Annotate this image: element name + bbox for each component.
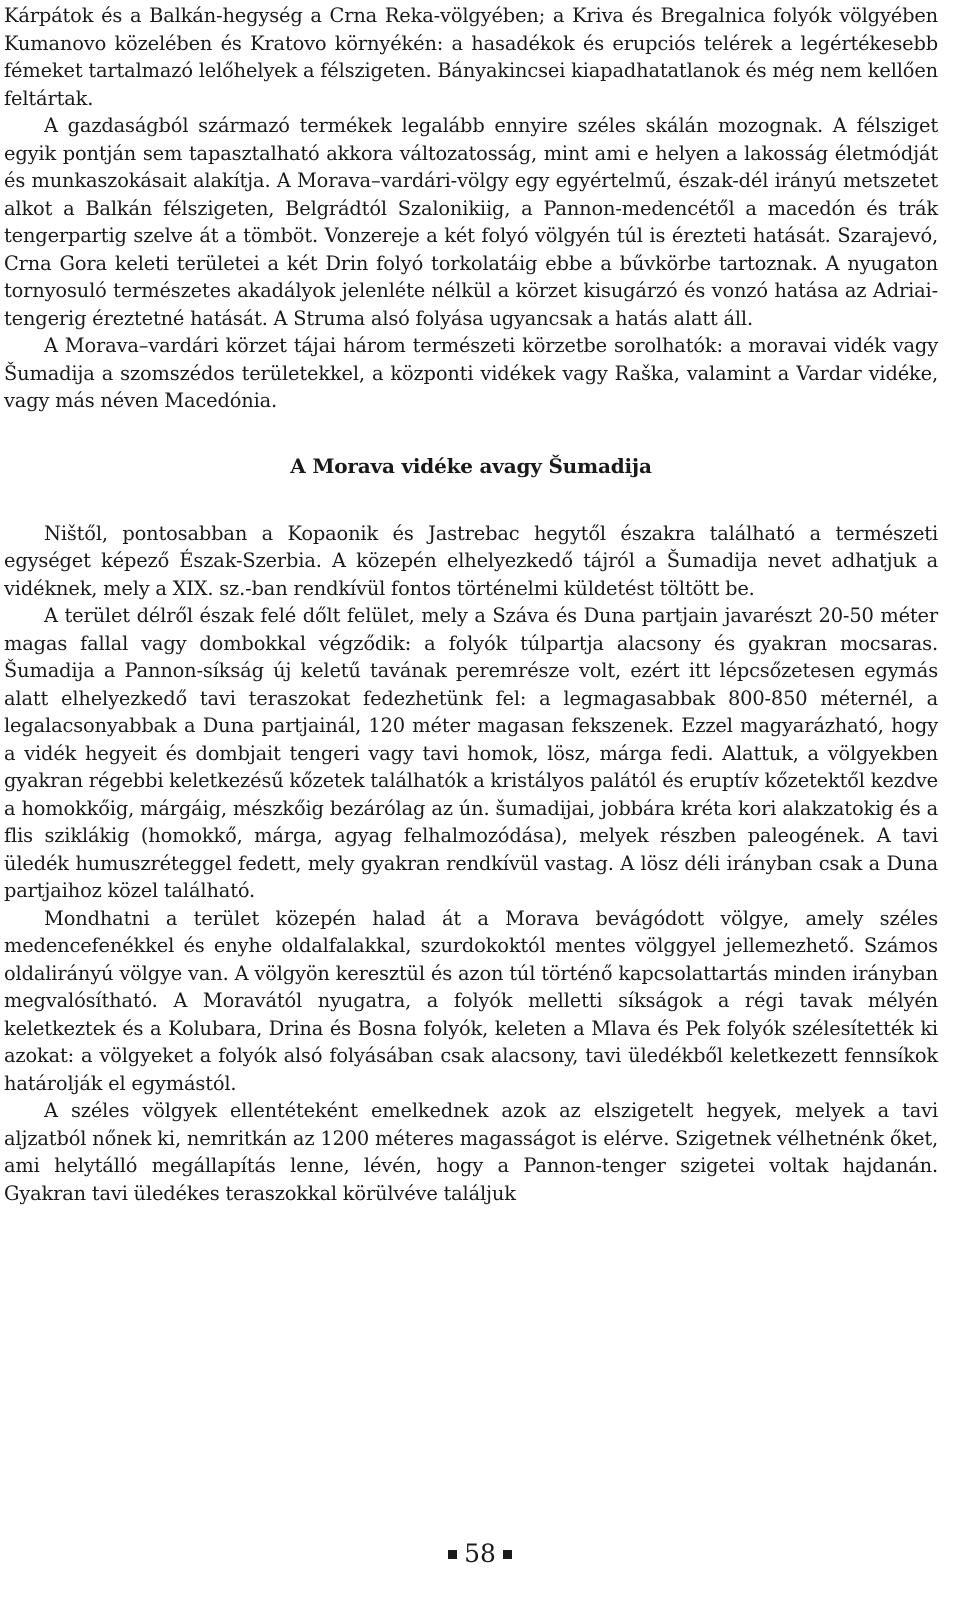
paragraph: Kárpátok és a Balkán-hegység a Crna Reka-völgyében; a Kriva és Bregalnica folyók völgyében Kumanovo közelében és Kratovo környékén: a hasadékok és erupciós telérek a legértékesebb fémeket tartalmazó lelőhelyek a félszigeten. Bányakincsei kiapadhatatlanok és még nem kellően feltártak. bbox=[4, 4, 938, 110]
square-bullet-icon bbox=[503, 1550, 512, 1559]
document-page bbox=[4, 0, 938, 1207]
paragraph: A terület délről észak felé dőlt felület, mely a Száva és Duna partjain javarészt 20-50 méter magas fallal vagy dombokkal végződik: a folyók túlpartja alacsony és gyakran mocsaras. Šumadija a Pannon-síkság új keletű tavának peremrésze volt, ezért itt lépcsőzetesen egymás alatt elhelyezkedő tavi teraszokat fedezhetünk fel: a legmagasabbak 800-850 méternél, a legalacsonyabbak a Duna partjainál, 120 méter magasan fekszenek. Ezzel magyarázható, hogy a vidék hegyeit és dombjait tengeri vagy tavi homok, lösz, márga fedi. Alattuk, a völgyekben gyakran régebbi keletkezésű kőzetek találhatók a kristályos palától és eruptív kőzetektől kezdve a homokkőig, márgáig, mészkőig bezárólag az ún. šumadijai, jobbára kréta kori alakzatokig és a flis sziklákig (homokkő, márga, agyag felhalmozódása), melyek részben paleogének. A tavi üledék humuszréteggel fedett, mely gyakran rendkívül vastag. A lösz déli irányban csak a Duna partjaihoz közel található. bbox=[4, 604, 938, 902]
square-bullet-icon bbox=[448, 1550, 457, 1559]
paragraph: A gazdaságból származó termékek legalább ennyire széles skálán mozognak. A félsziget egyik pontján sem tapasztalható akkora változatosság, mint ami e helyen a lakosság életmódját és munkaszokásait alakítja. A Morava–vardári-völgy egy egyértelmű, észak-dél irányú metszetet alkot a Balkán félszigeten, Belgrádtól Szalonikiig, a Pannon-medencétől a macedón és trák tengerpartig szelve át a tömböt. Vonzereje a két folyó völgyén túl is érezteti hatását. Szarajevó, Crna Gora keleti területei a két Drin folyó torkolatáig ebbe a bűvkörbe tartoznak. A nyugaton tornyosuló természetes akadályok jelenléte nélkül a körzet kisugárzó és vonzó hatása az Adriai-tengerig éreztetné hatását. A Struma alsó folyása ugyancsak a hatás alatt áll. bbox=[4, 114, 938, 330]
paragraph: Ništől, pontosabban a Kopaonik és Jastrebac hegytől északra található a természeti egységet képező Észak-Szerbia. A közepén elhelyezkedő tájról a Šumadija nevet adhatjuk a vidéknek, mely a XIX. sz.-ban rendkívül fontos történelmi küldetést töltött be. bbox=[4, 521, 938, 600]
page-number: 58 bbox=[464, 1539, 496, 1568]
section-heading: A Morava vidéke avagy Šumadija bbox=[290, 453, 652, 478]
paragraph: Mondhatni a terület közepén halad át a Morava bevágódott völgye, amely széles medencefenékkel és enyhe oldalfalakkal, szurdokoktól mentes völggyel jellemezhető. Számos oldalirányú völgye van. A völgyön keresztül és azon túl történő kapcsolattartás minden irányban megvalósítható. A Moravától nyugatra, a folyók melletti síkságok a régi tavak mélyén keletkeztek és a Kolubara, Drina és Bosna folyók, keleten a Mlava és Pek folyók szélesítették ki azokat: a völgyeket a folyók alsó folyásában csak alacsony, tavi üledékből keletkezett fennsíkok határolják el egymástól. bbox=[4, 906, 938, 1095]
page-footer bbox=[0, 1534, 960, 1574]
paragraph: A Morava–vardári körzet tájai három természeti körzetbe sorolhatók: a moravai vidék vagy Šumadija a szomszédos területekkel, a központi vidékek vagy Raška, valamint a Vardar vidéke, vagy más néven Macedónia. bbox=[4, 334, 938, 412]
paragraph: A széles völgyek ellentéteként emelkednek azok az elszigetelt hegyek, melyek a tavi aljzatból nőnek ki, nemritkán az 1200 méteres magasságot is elérve. Szigetnek vélhetnénk őket, ami helytálló megállapítás lenne, lévén, hogy a Pannon-tenger szigetei voltak hajdanán. Gyakran tavi üledékes teraszokkal körülvéve találjuk bbox=[4, 1099, 938, 1205]
